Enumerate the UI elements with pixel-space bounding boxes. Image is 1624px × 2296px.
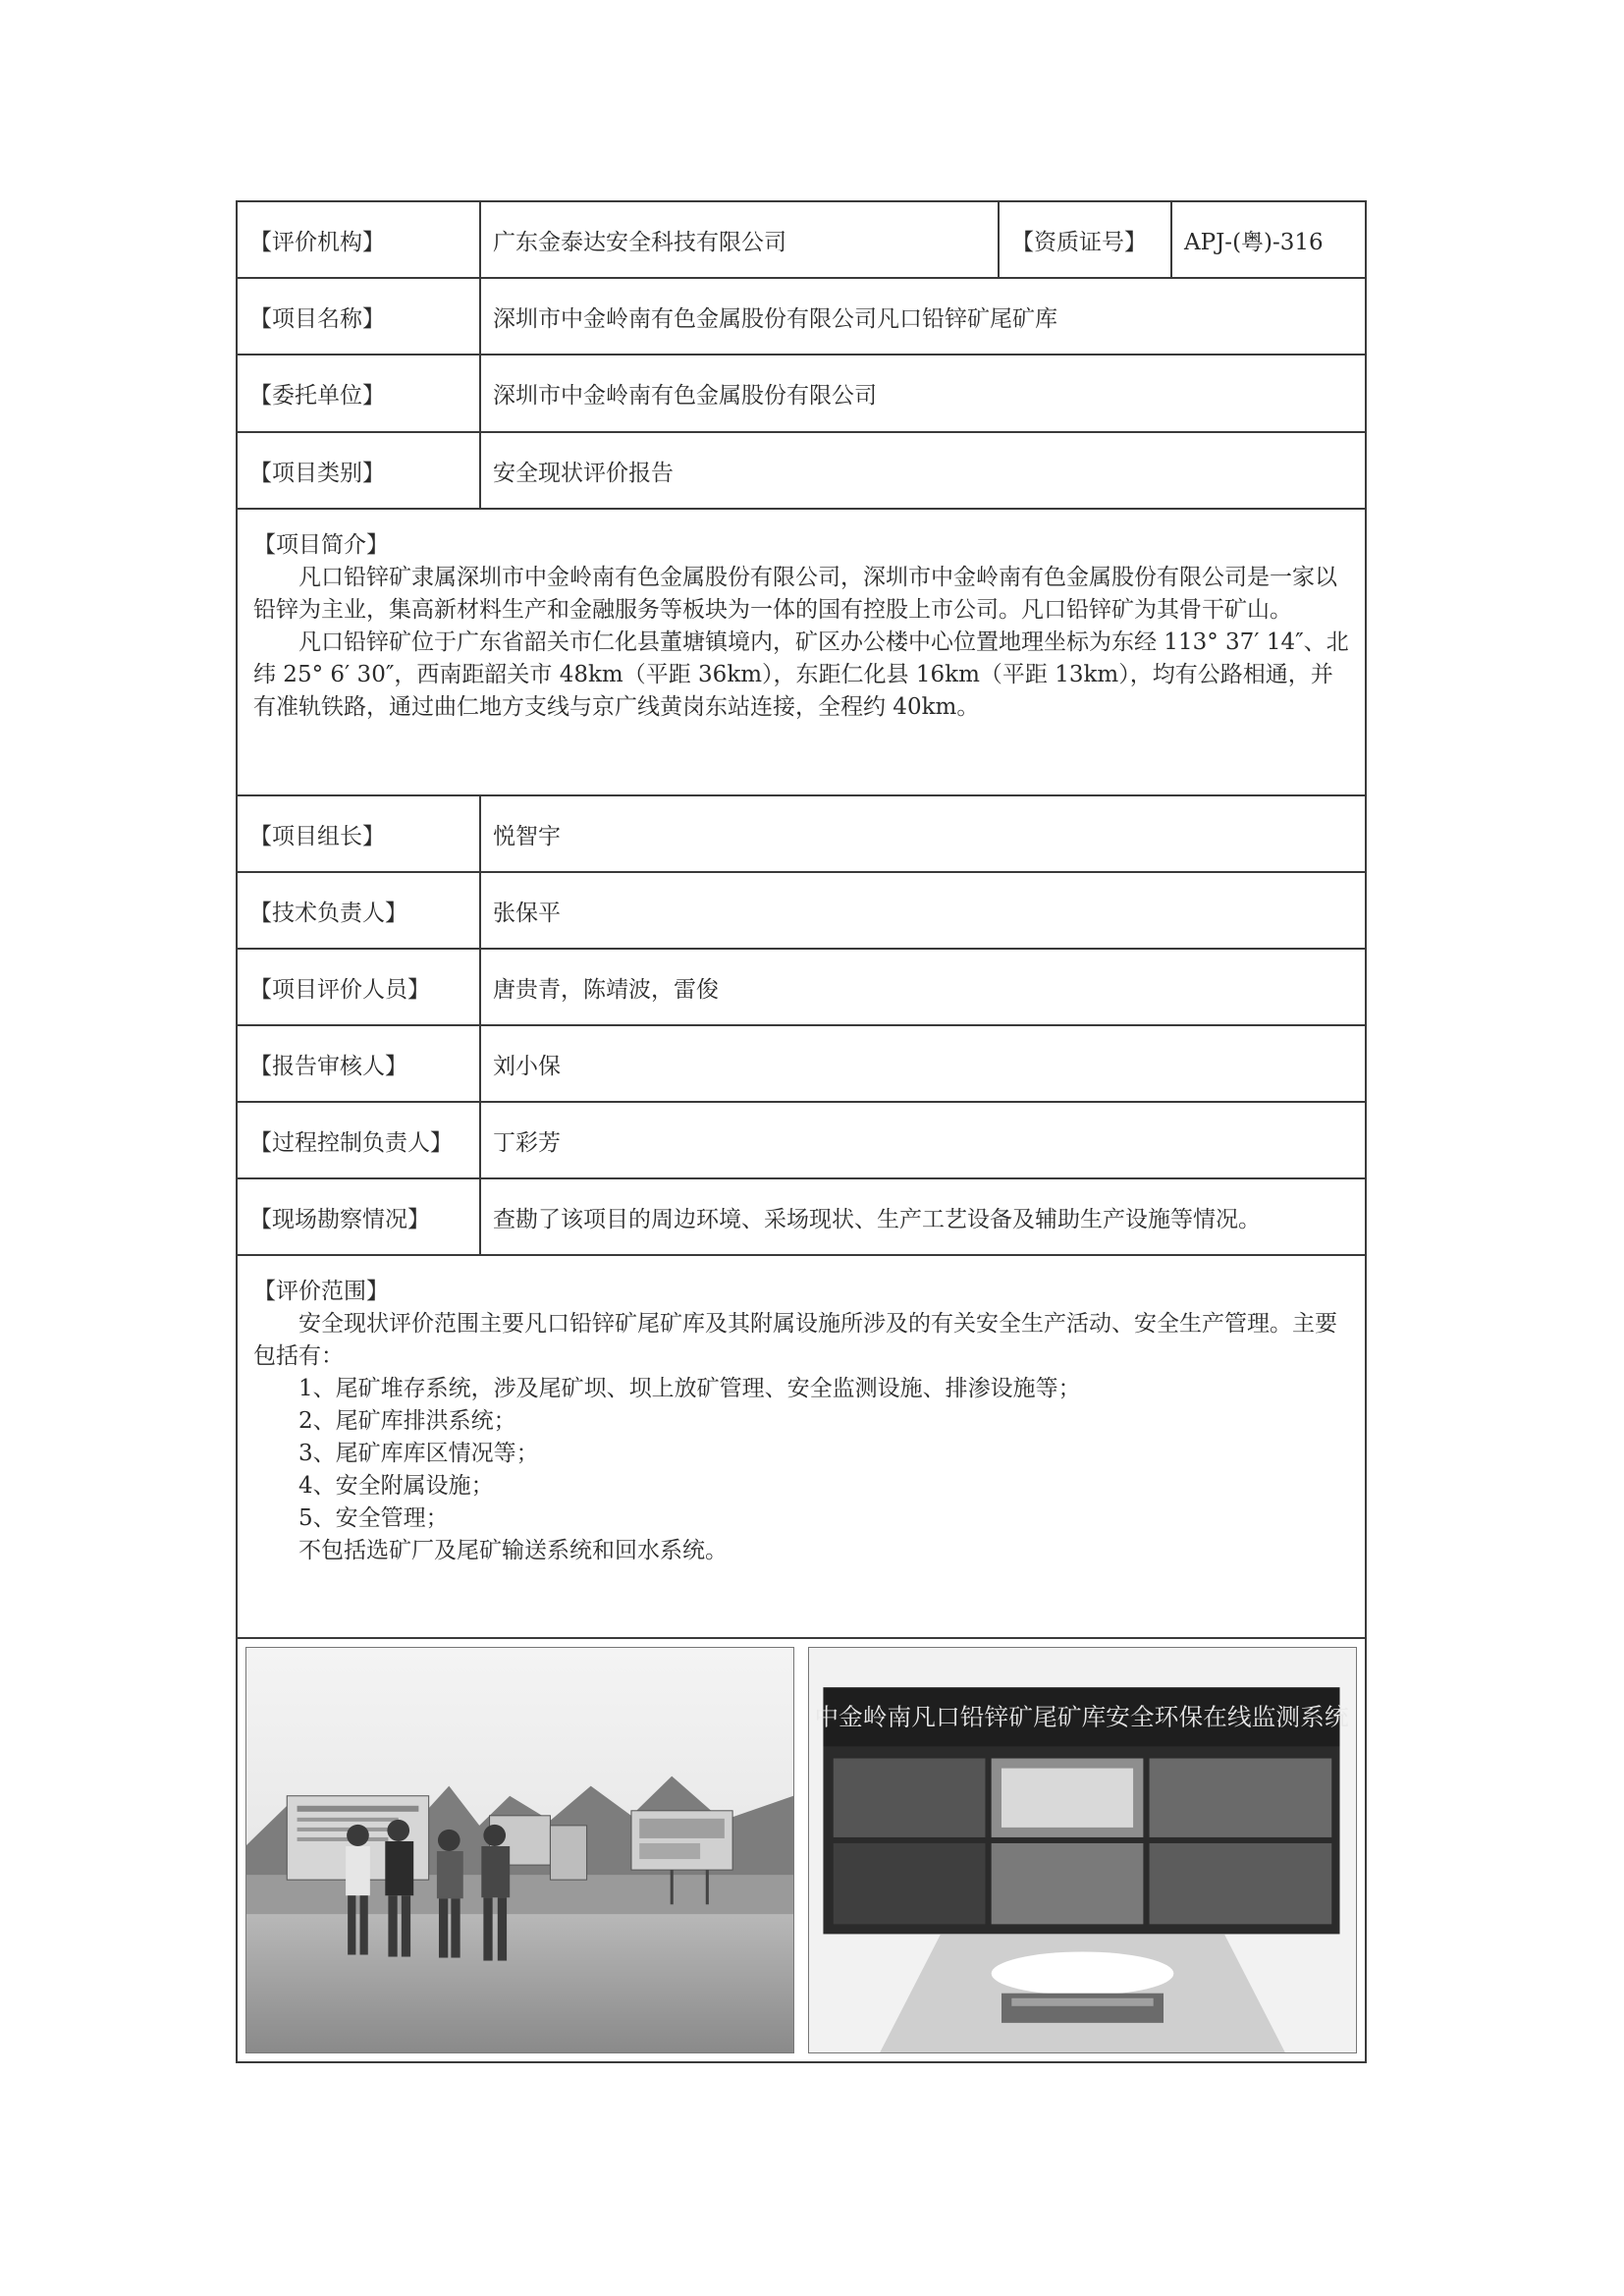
scope-section	[237, 1255, 1366, 1638]
monitoring-photo-image	[809, 1648, 1356, 2052]
intro-paragraph-2: 凡口铅锌矿位于广东省韶关市仁化县董塘镇境内，矿区办公楼中心位置地理坐标为东经 113° 37′ 14″、北纬 25° 6′ 30″，西南距韶关市 48km（平距 36km），东距仁化县 16km（平距 13km），均有公路相通，并有准轨铁路，通过曲仁地方支线与京广线黄岗东站连接，全程约 40km。	[253, 629, 1349, 720]
intro-row	[237, 509, 1366, 795]
scope-list	[253, 1373, 1349, 1567]
reviewer-label: 【报告审核人】	[237, 1025, 480, 1102]
people-row	[237, 795, 1366, 872]
scope-exclusion: 不包括选矿厂及尾矿输送系统和回水系统。	[298, 1538, 728, 1563]
client-value: 深圳市中金岭南有色金属股份有限公司	[480, 355, 1366, 432]
monitoring-photo	[808, 1647, 1357, 2053]
photos-row	[237, 1638, 1366, 2062]
scope-paragraph: 安全现状评价范围主要凡口铅锌矿尾矿库及其附属设施所涉及的有关安全生产活动、安全生产管理。主要包括有：	[253, 1311, 1337, 1369]
leader-label: 【项目组长】	[237, 795, 480, 872]
cert-label: 【资质证号】	[999, 201, 1171, 278]
scope-heading: 【评价范围】	[253, 1279, 389, 1304]
org-value: 广东金泰达安全科技有限公司	[480, 201, 999, 278]
photos-section	[237, 1638, 1366, 2062]
intro-paragraph-1: 凡口铅锌矿隶属深圳市中金岭南有色金属股份有限公司，深圳市中金岭南有色金属股份有限公司是一家以铅锌为主业，集高新材料生产和金融服务等板块为一体的国有控股上市公司。凡口铅锌矿为其骨干矿山。	[253, 565, 1337, 623]
org-label: 【评价机构】	[237, 201, 480, 278]
tech-lead-label: 【技术负责人】	[237, 872, 480, 949]
client-label: 【委托单位】	[237, 355, 480, 432]
process-control-label: 【过程控制负责人】	[237, 1102, 480, 1178]
project-info-table	[236, 200, 1367, 2063]
scope-item: 3、尾矿库库区情况等；	[298, 1441, 539, 1466]
scope-item: 5、安全管理；	[298, 1505, 449, 1531]
category-label: 【项目类别】	[237, 432, 480, 509]
site-photo	[245, 1647, 794, 2053]
org-row	[237, 201, 1366, 278]
intro-section	[237, 509, 1366, 795]
process-control-value: 丁彩芳	[480, 1102, 1366, 1178]
tech-lead-value: 张保平	[480, 872, 1366, 949]
people-row	[237, 872, 1366, 949]
evaluators-value: 唐贵青，陈靖波，雷俊	[480, 949, 1366, 1025]
monitoring-banner-text: 中金岭南凡口铅锌矿尾矿库安全环保在线监测系统	[814, 1702, 1349, 1731]
category-value: 安全现状评价报告	[480, 432, 1366, 509]
category-row	[237, 432, 1366, 509]
people-row	[237, 1102, 1366, 1178]
client-row	[237, 355, 1366, 432]
people-row	[237, 949, 1366, 1025]
reviewer-value: 刘小保	[480, 1025, 1366, 1102]
evaluators-label: 【项目评价人员】	[237, 949, 480, 1025]
people-row	[237, 1025, 1366, 1102]
scope-item: 2、尾矿库排洪系统；	[298, 1408, 516, 1434]
leader-value: 悦智宇	[480, 795, 1366, 872]
scope-item: 1、尾矿堆存系统，涉及尾矿坝、坝上放矿管理、安全监测设施、排渗设施等；	[298, 1376, 1081, 1401]
intro-heading: 【项目简介】	[253, 532, 389, 558]
cert-value: APJ-(粤)-316	[1171, 201, 1366, 278]
project-name-row	[237, 278, 1366, 355]
people-row	[237, 1178, 1366, 1255]
site-survey-value: 查勘了该项目的周边环境、采场现状、生产工艺设备及辅助生产设施等情况。	[480, 1178, 1366, 1255]
report-sheet	[236, 200, 1365, 2063]
scope-item: 4、安全附属设施；	[298, 1473, 494, 1499]
site-photo-image	[246, 1648, 793, 2052]
project-name-label: 【项目名称】	[237, 278, 480, 355]
project-name-value: 深圳市中金岭南有色金属股份有限公司凡口铅锌矿尾矿库	[480, 278, 1366, 355]
site-survey-label: 【现场勘察情况】	[237, 1178, 480, 1255]
scope-row	[237, 1255, 1366, 1638]
